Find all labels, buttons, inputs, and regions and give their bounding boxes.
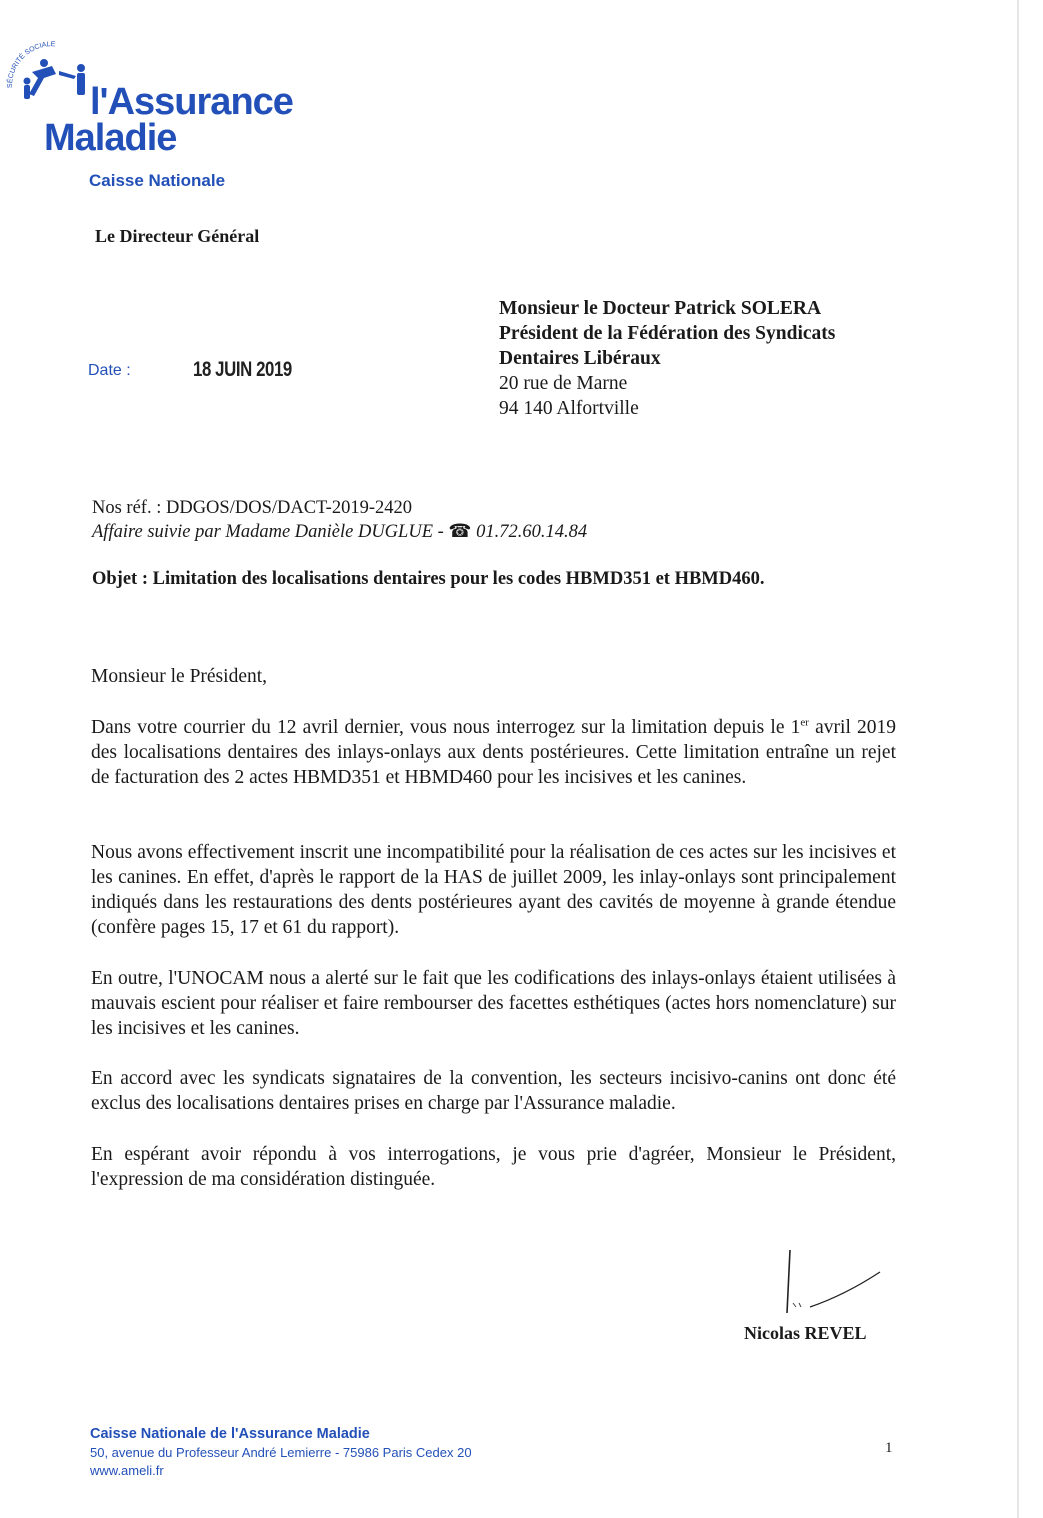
paragraph-5: En espérant avoir répondu à vos interrogations, je vous prie d'agréer, Monsieur le Président, l'expression de ma considération distinguée. [91,1144,896,1190]
paragraph-1-part-b: avril 2019 des localisations dentaires des inlays-onlays aux dents postérieures. Cette limitation entraîne un rejet de facturation des 2 actes HBMD351 et HBMD460 pour les incisives et les canines. [91,717,897,788]
people-emblem-icon [4,38,94,108]
reference-number: Nos réf. : DDGOS/DOS/DACT-2019-2420 [92,498,412,518]
paragraph-4: En accord avec les syndicats signataires de la convention, les secteurs incisivo-canins ont donc été exclus des localisations dentaires prises en charge par l'Assurance maladie. [91,1068,896,1114]
salutation: Monsieur le Président, [91,666,268,687]
footer-org: Caisse Nationale de l'Assurance Maladie [90,1426,370,1442]
logo-line-2: Maladie [44,117,177,159]
paragraph-1 [91,715,896,790]
logo-line-1: l'Assurance [90,81,293,123]
logo-subtitle: Caisse Nationale [89,171,226,190]
recipient-line: Monsieur le Docteur Patrick SOLERA [499,298,822,319]
paragraph-2: Nous avons effectivement inscrit une incompatibilité pour la réalisation de ces actes sur les incisives et les canines. En effet, d'après le rapport de la HAS de juillet 2009, les inlay-onlays sont principalement indiqués dans les restaurations des dents postérieures ayant des cavités de moyenne à grande étendue (confère pages 15, 17 et 61 du rapport). [91,842,896,938]
recipient-line: Président de la Fédération des Syndicats [499,323,836,344]
recipient-block [499,296,835,421]
subject-text: Limitation des localisations dentaires pour les codes HBMD351 et HBMD460. [152,569,765,589]
date-label: Date : [88,362,131,379]
phone-icon: ☎ [448,522,472,542]
paragraph-3: En outre, l'UNOCAM nous a alerté sur le fait que les codifications des inlays-onlays étaient utilisées à mauvais escient pour réaliser et faire rembourser des facettes esthétiques (actes hors nomenclature) sur les incisives et les canines. [91,968,896,1039]
ordinal-suffix: er [800,716,809,729]
paragraph-1-part-a: Dans votre courrier du 12 avril dernier, vous nous interrogez sur la limitation depuis le 1 [91,717,801,738]
assurance-maladie-logo [4,38,94,113]
recipient-line: Dentaires Libéraux [499,348,661,369]
sender-title: Le Directeur Général [95,226,260,246]
footer-website[interactable]: www.ameli.fr [90,1463,164,1478]
subject-label: Objet : [92,569,148,589]
signatory-name: Nicolas REVEL [744,1323,867,1343]
followed-by [92,520,587,545]
scan-edge [1017,0,1019,1518]
phone-number: 01.72.60.14.84 [476,522,588,542]
followed-by-text: Affaire suivie par Madame Danièle DUGLUE - [92,522,449,542]
recipient-address: 94 140 Alfortville [499,398,639,419]
footer-address: 50, avenue du Professeur André Lemierre - 75986 Paris Cedex 20 [90,1445,472,1460]
page-number: 1 [885,1440,893,1456]
recipient-address: 20 rue de Marne [499,373,628,394]
handwritten-signature [775,1245,890,1320]
svg-text:SÉCURITÉ SOCIALE: SÉCURITÉ SOCIALE [6,41,56,89]
date-stamp: 18 JUIN 2019 [193,358,292,381]
subject-line [92,567,765,592]
